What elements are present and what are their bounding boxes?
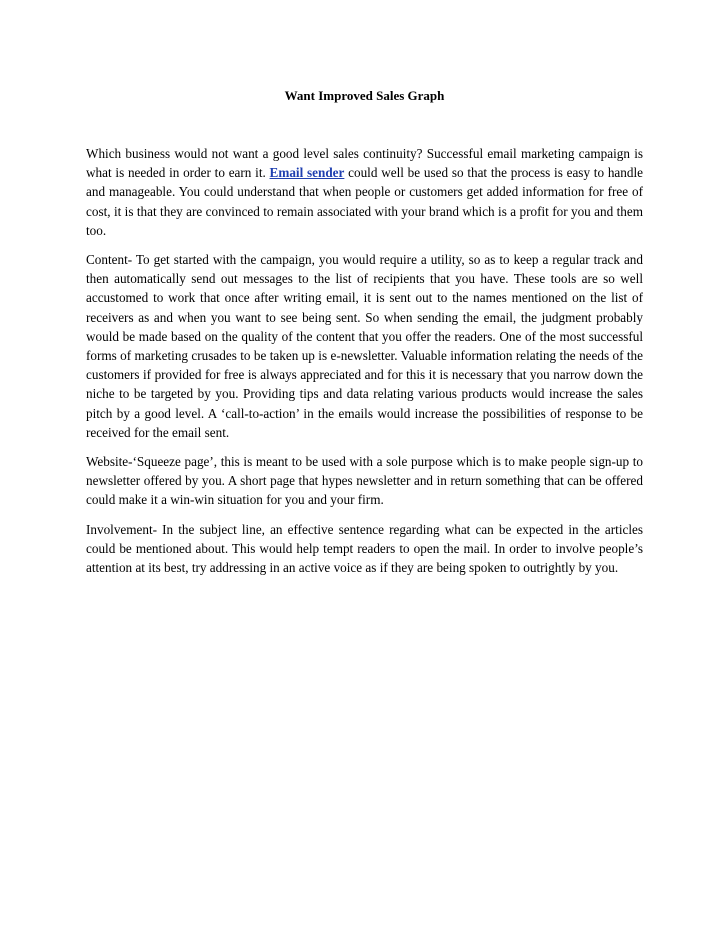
paragraph-intro-text-start: Which business would not want a good level sales continuity? Successful email marketing campaign is what is needed in order to earn it. [86,146,643,181]
email-sender-link[interactable]: Email sender [269,165,345,181]
paragraph-content: Content- To get started with the campaign, you would require a utility, so as to keep a regular track and then automatically send out messages to the list of recipients that you have. These tools are so well accustomed to work that once after writing email, it is sent out to the names mentioned on the list of receivers as and when you want to see being sent. So when sending the email, the judgment probably would be made based on the quality of the content that you offer the readers. One of the most successful forms of marketing crusades to be taken up is e-newsletter. Valuable information relating the needs of the customers if provided for free is always appreciated and for this it is necessary that you narrow down the niche to be targeted by you. Providing tips and data relating various products would increase the sales pitch by a good level. A ‘call-to-action’ in the emails would increase the possibilities of response to be received for the email sent. [86,252,643,440]
document-title: Want Improved Sales Graph [284,88,445,103]
paragraph-intro-text-end: could well be used so that the process is easy to handle and manageable. You could understand that when people or customers get added information for free of cost, it is that they are convinced to remain associated with your brand which is a profit for you and them too. [86,165,643,238]
paragraph-website: Website-‘Squeeze page’, this is meant to be used with a sole purpose which is to make people sign-up to newsletter offered by you. A short page that hypes newsletter and in return something that can be offered could make it a win-win situation for you and your firm. [86,454,643,508]
paragraph-intro [86,144,643,240]
paragraph-involvement: Involvement- In the subject line, an effective sentence regarding what can be expected in the articles could be mentioned about. This would help tempt readers to open the mail. In order to involve people’s attention at its best, try addressing in an active voice as if they are being spoken to outrightly by you. [86,521,643,576]
document-body [86,144,643,587]
